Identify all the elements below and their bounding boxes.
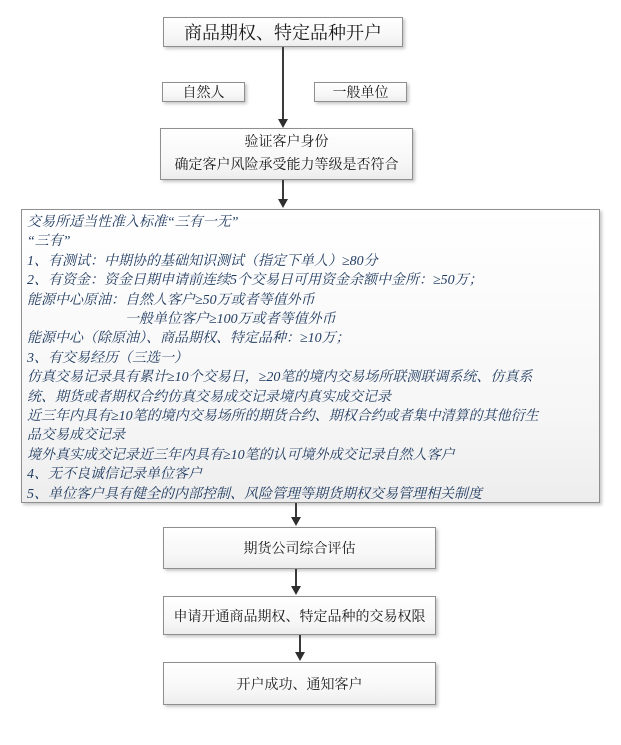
arrow-down-icon [278, 119, 288, 128]
success-notify-box [163, 662, 436, 705]
connector-line-verify-to-criteria [282, 180, 284, 200]
arrow-down-icon [278, 199, 288, 208]
title-box [163, 17, 403, 47]
arrow-down-icon [291, 517, 301, 526]
natural-person-box [162, 82, 245, 102]
verify-identity-box [160, 128, 413, 180]
criteria-line: 能源中心原油：自然人客户≥50万或者等值外币 [27, 292, 315, 308]
criteria-line: 交易所适当性准入标准“三有一无” [27, 215, 239, 230]
criteria-line: “三有” [27, 234, 71, 250]
arrow-down-icon [291, 586, 301, 595]
general-unit-label: 一般单位 [332, 86, 389, 101]
apply-permission-label: 申请开通商品期权、特定品种的交易权限 [173, 609, 426, 625]
page-title: 商品期权、特定品种开户 [184, 23, 382, 43]
criteria-line: 能源中心（除原油）、商品期权、特定品种：≥10万； [27, 331, 350, 347]
criteria-line: 4、无不良诚信记录单位客户 [27, 467, 202, 483]
connector-line-apply-to-success [299, 635, 301, 653]
criteria-line: 2、有资金：资金日期申请前连续5个交易日可用资金余额中金所：≥50万； [27, 273, 483, 289]
criteria-line: 3、有交易经历（三选一） [27, 350, 188, 366]
general-unit-box [314, 82, 407, 102]
criteria-line: 近三年内具有≥10笔的境内交易场所的期货合约、期权合约或者集中清算的其他衍生 [27, 409, 539, 425]
criteria-line: 1、有测试：中期协的基础知识测试（指定下单人）≥80分 [27, 253, 378, 269]
criteria-line: 一般单位客户≥100万或者等值外币 [27, 312, 336, 328]
connector-line-title-to-verify [282, 47, 284, 119]
apply-permission-box [163, 596, 436, 635]
arrow-down-icon [295, 652, 305, 661]
natural-person-label: 自然人 [182, 86, 225, 101]
connector-line-criteria-to-assessment [295, 503, 297, 518]
verify-line-1: 验证客户身份 [244, 135, 329, 150]
criteria-line: 统、期货或者期权合约仿真交易成交记录境内真实成交记录 [27, 389, 391, 405]
criteria-line: 5、单位客户具有健全的内部控制、风险管理等期货期权交易管理相关制度 [27, 486, 482, 502]
verify-line-2: 确定客户风险承受能力等级是否符合 [174, 158, 399, 173]
assessment-box [163, 527, 436, 569]
admittance-criteria-box [21, 209, 600, 503]
success-notify-label: 开户成功、通知客户 [236, 677, 363, 693]
criteria-line: 境外真实成交记录近三年内具有≥10笔的认可境外成交记录自然人客户 [27, 447, 455, 463]
criteria-line: 仿真交易记录具有累计≥10个交易日，≥20笔的境内交易场所联测联调系统、仿真系 [27, 370, 533, 386]
assessment-label: 期货公司综合评估 [243, 542, 356, 557]
criteria-line: 品交易成交记录 [27, 428, 125, 444]
connector-line-assessment-to-apply [295, 569, 297, 586]
